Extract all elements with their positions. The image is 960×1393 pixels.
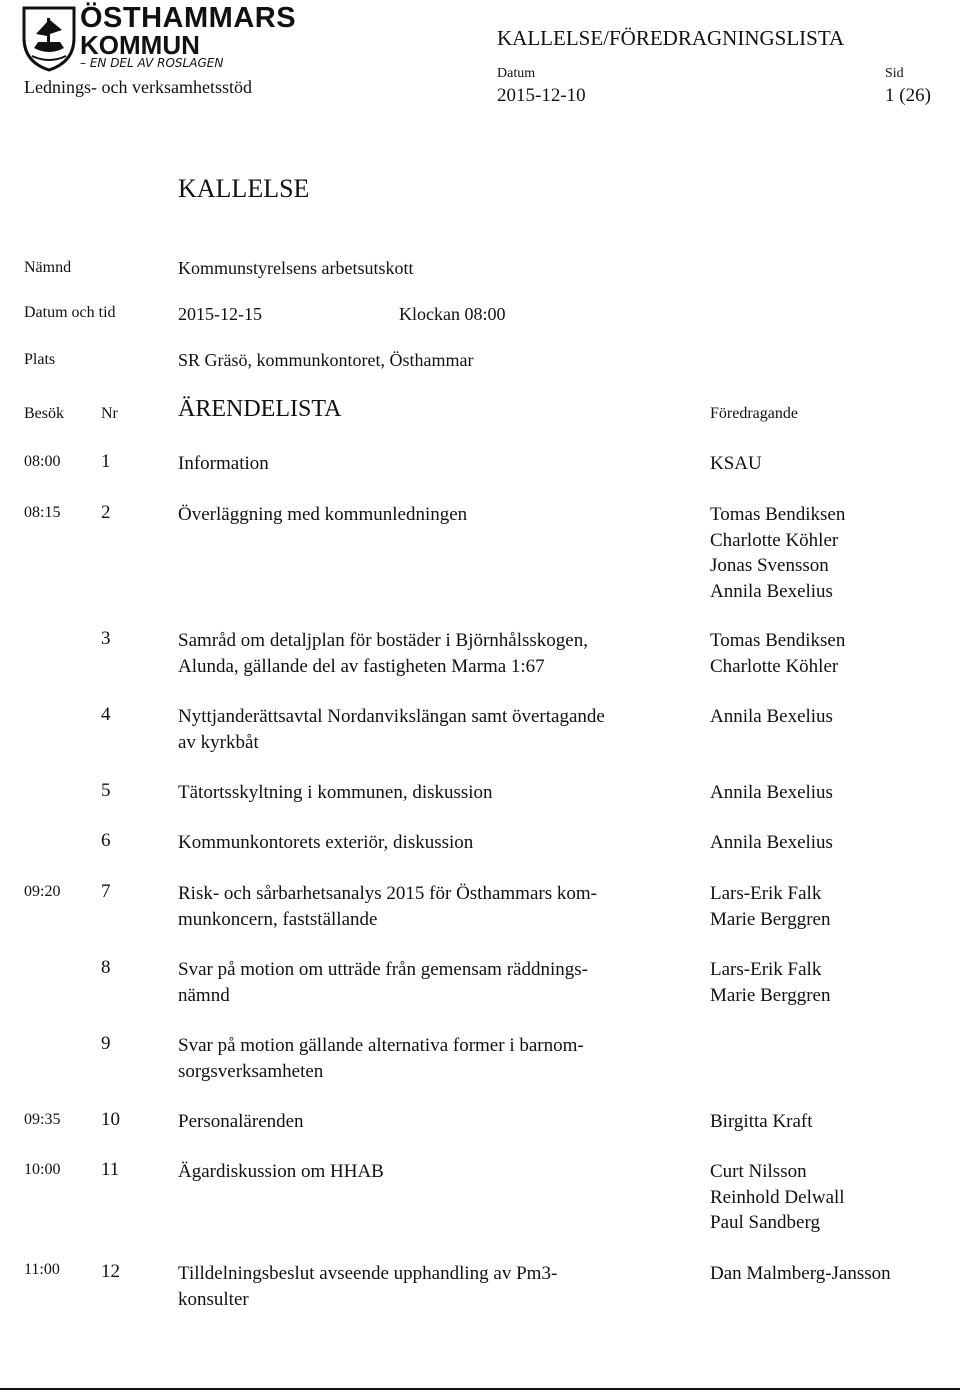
namnd-value: Kommunstyrelsens arbetsutskott	[178, 258, 414, 278]
agenda-title: Risk- och sårbarhetsanalys 2015 för Östhammars kom-	[178, 883, 597, 904]
agenda-title: Nyttjanderättsavtal Nordanvikslängan samt övertagande	[178, 706, 605, 727]
agenda-title: Överläggning med kommunledningen	[178, 504, 468, 525]
presenter: Reinhold Delwall	[710, 1186, 845, 1208]
agenda-time: 09:20	[24, 883, 61, 900]
agenda-nr: 8	[101, 957, 111, 978]
arendelista-title: ÄRENDELISTA	[178, 396, 342, 422]
presenter: Birgitta Kraft	[710, 1111, 813, 1132]
agenda-title-cont: Alunda, gällande del av fastigheten Marma 1:67	[178, 655, 545, 677]
agenda-title-cont: sorgsverksamheten	[178, 1060, 324, 1082]
presenter: KSAU	[710, 453, 762, 474]
presenter: Lars-Erik Falk	[710, 883, 822, 904]
agenda-title: Information	[178, 453, 269, 474]
agenda-title: Samråd om detaljplan för bostäder i Björnhålsskogen,	[178, 630, 588, 651]
presenter: Marie Berggren	[710, 908, 831, 930]
presenter: Tomas Bendiksen	[710, 630, 846, 651]
agenda-title: Tilldelningsbeslut avseende upphandling av Pm3-	[178, 1263, 558, 1284]
agenda-nr: 10	[101, 1109, 120, 1130]
datum-tid-label: Datum och tid	[24, 304, 116, 321]
date-value: 2015-12-10	[497, 85, 586, 106]
agenda-nr: 12	[101, 1261, 120, 1282]
department: Lednings- och verksamhetsstöd	[24, 77, 252, 97]
presenter: Lars-Erik Falk	[710, 959, 822, 980]
page-value: 1 (26)	[885, 85, 931, 106]
agenda-nr: 4	[101, 704, 111, 725]
bottom-divider	[0, 1388, 960, 1390]
presenter: Charlotte Köhler	[710, 655, 839, 677]
presenter: Annila Bexelius	[710, 706, 833, 727]
logo-tagline: – EN DEL AV ROSLAGEN	[80, 56, 224, 70]
agenda-nr: 9	[101, 1033, 111, 1054]
agenda-time: 08:15	[24, 504, 61, 521]
agenda-title: Personalärenden	[178, 1111, 304, 1132]
agenda-nr: 5	[101, 780, 111, 801]
presenter: Marie Berggren	[710, 984, 831, 1006]
agenda-nr: 3	[101, 628, 111, 649]
agenda-time: 10:00	[24, 1161, 61, 1178]
presenter: Dan Malmberg-Jansson	[710, 1263, 891, 1284]
plats-label: Plats	[24, 351, 56, 368]
agenda-nr: 2	[101, 502, 111, 523]
agenda-nr: 11	[101, 1159, 120, 1180]
namnd-label: Nämnd	[24, 259, 72, 276]
meeting-time: Klockan 08:00	[399, 304, 506, 324]
meeting-date: 2015-12-15	[178, 304, 262, 324]
document-type: KALLELSE/FÖREDRAGNINGSLISTA	[497, 26, 845, 50]
agenda-time: 11:00	[24, 1261, 60, 1278]
agenda-title: Svar på motion om utträde från gemensam räddnings-	[178, 959, 588, 980]
agenda-title-cont: munkoncern, fastställande	[178, 908, 378, 930]
page-label: Sid	[885, 66, 904, 81]
logo-line2: KOMMUN	[80, 30, 200, 60]
presenter: Curt Nilsson	[710, 1161, 807, 1182]
besok-header: Besök	[24, 405, 64, 422]
presenter: Annila Bexelius	[710, 832, 833, 853]
agenda-time: 08:00	[24, 453, 61, 470]
foredragande-header: Föredragande	[710, 405, 798, 422]
nr-header: Nr	[101, 405, 118, 422]
agenda-title-cont: nämnd	[178, 984, 230, 1006]
date-label: Datum	[497, 66, 536, 81]
presenter: Tomas Bendiksen	[710, 504, 846, 525]
agenda-title: Ägardiskussion om HHAB	[178, 1161, 384, 1182]
presenter: Jonas Svensson	[710, 555, 829, 576]
agenda-nr: 7	[101, 881, 111, 902]
presenter: Paul Sandberg	[710, 1212, 820, 1233]
agenda-time: 09:35	[24, 1111, 61, 1128]
agenda-title-cont: av kyrkbåt	[178, 731, 259, 753]
agenda-nr: 6	[101, 830, 111, 851]
plats-value: SR Gräsö, kommunkontoret, Östhammar	[178, 350, 474, 370]
agenda-title: Kommunkontorets exteriör, diskussion	[178, 832, 474, 853]
agenda-title-cont: konsulter	[178, 1288, 249, 1310]
page-title: KALLELSE	[178, 174, 310, 203]
agenda-nr: 1	[101, 451, 111, 472]
agenda-title: Svar på motion gällande alternativa former i barnom-	[178, 1035, 584, 1056]
presenter: Charlotte Köhler	[710, 529, 839, 551]
presenter: Annila Bexelius	[710, 782, 833, 803]
presenter: Annila Bexelius	[710, 580, 833, 602]
logo-line1: ÖSTHAMMARS	[80, 2, 297, 34]
agenda-title: Tätortsskyltning i kommunen, diskussion	[178, 782, 493, 803]
